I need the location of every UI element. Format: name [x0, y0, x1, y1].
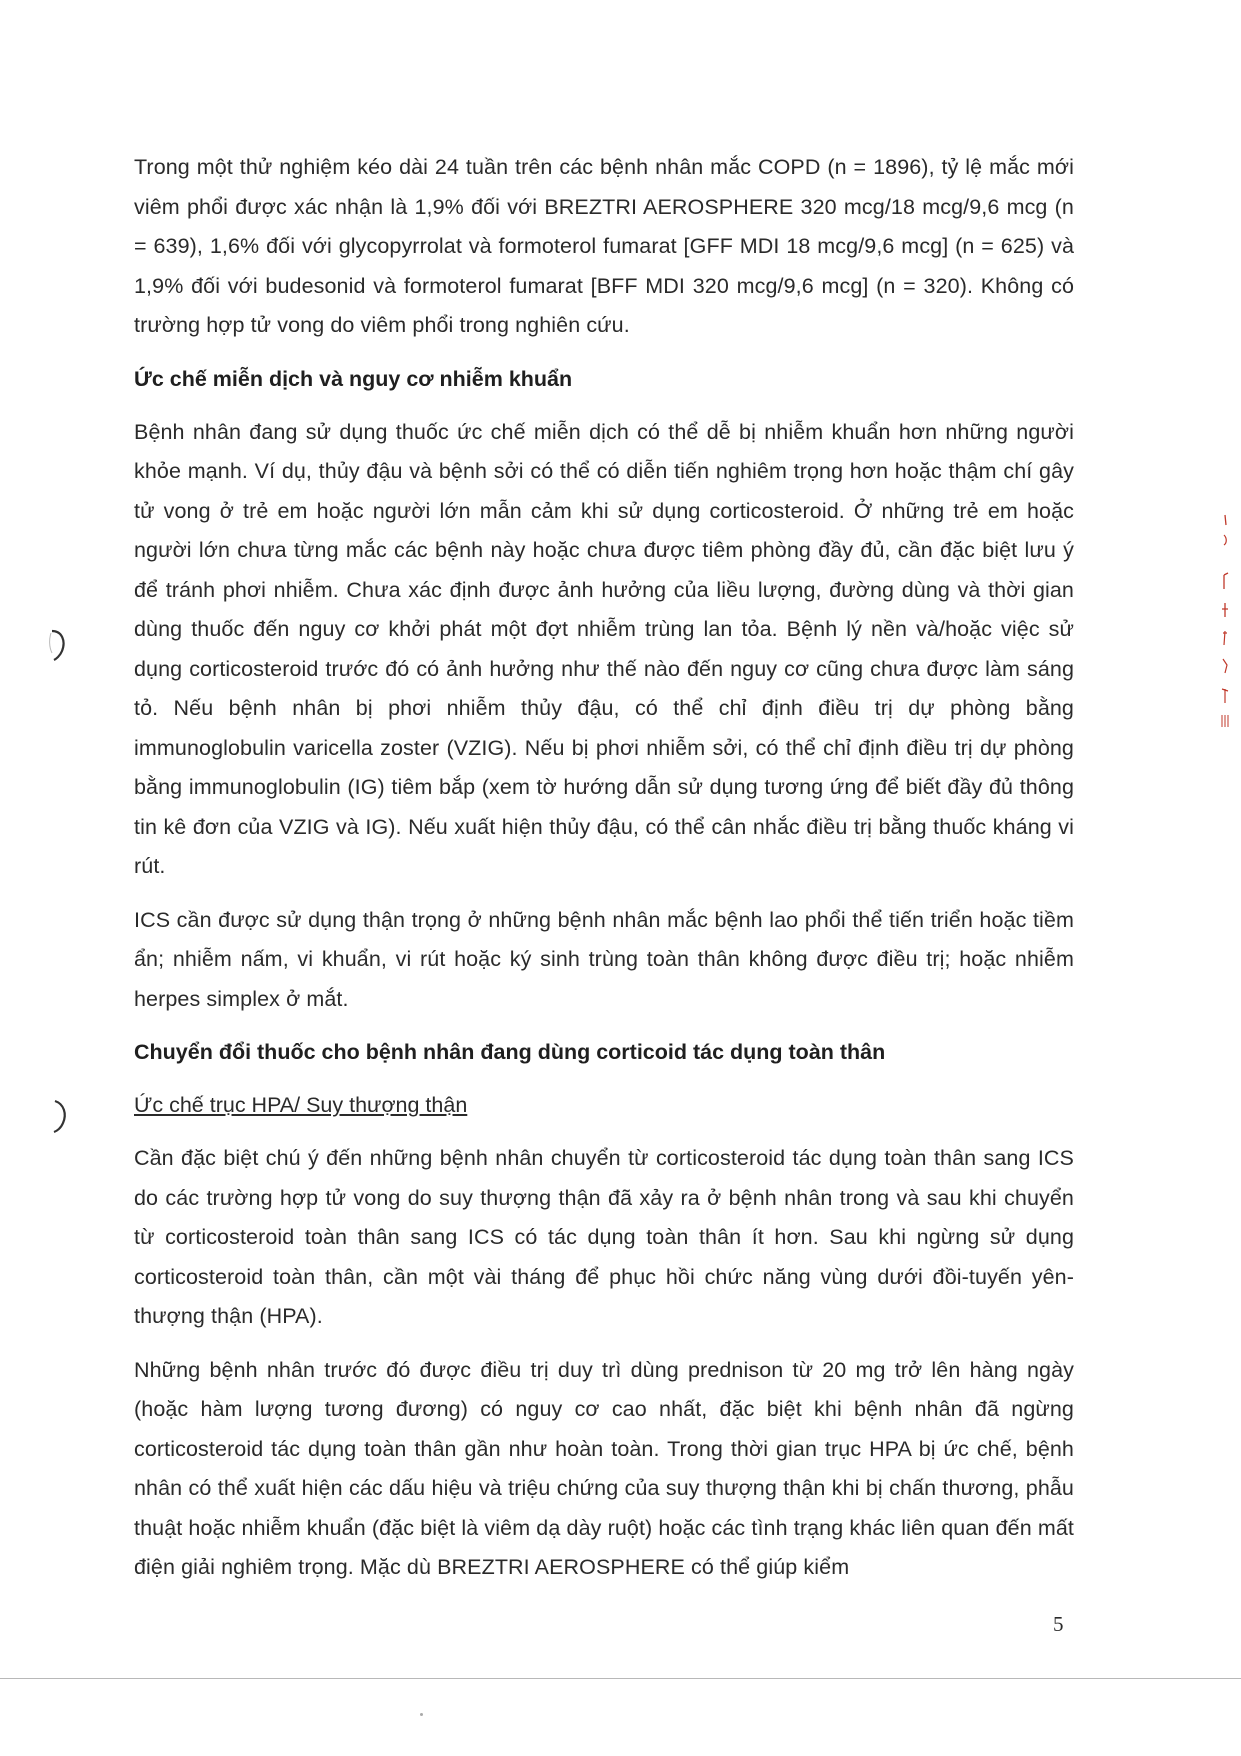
margin-annotation-icon	[1215, 505, 1235, 745]
heading-transfer-from-systemic: Chuyển đổi thuốc cho bệnh nhân đang dùng corticoid tác dụng toàn thân	[134, 1040, 886, 1064]
paragraph-prednisone-risk: Những bệnh nhân trước đó được điều trị duy trì dùng prednison từ 20 mg trở lên hàng ngày (hoặc hàm lượng tương đương) có nguy cơ cao nhất, đặc biệt khi bệnh nhân đã ngừng corticosteroid tác dụng toàn thân gần như hoàn toàn. Trong thời gian trục HPA bị ức chế, bệnh nhân có thể xuất hiện các dấu hiệu và triệu chứng của suy thượng thận khi bị chấn thương, phẫu thuật hoặc nhiễm khuẩn (đặc biệt là viêm dạ dày ruột) hoặc các tình trạng khác liên quan đến mất điện giải nghiêm trọng. Mặc dù BREZTRI AEROSPHERE có thể giúp kiểm	[134, 1357, 1074, 1579]
subheading-hpa-suppression: Ức chế trục HPA/ Suy thượng thận	[134, 1093, 468, 1117]
paragraph-ics-caution: ICS cần được sử dụng thận trọng ở những bệnh nhân mắc bệnh lao phổi thể tiến triển hoặc tiềm ẩn; nhiễm nấm, vi khuẩn, vi rút hoặc ký sinh trùng toàn thân không được điều trị; hoặc nhiễm herpes simplex ở mắt.	[134, 907, 1074, 1011]
document-body	[134, 148, 1074, 1602]
paragraph-immunosuppression: Bệnh nhân đang sử dụng thuốc ức chế miễn dịch có thể dễ bị nhiễm khuẩn hơn những người khỏe mạnh. Ví dụ, thủy đậu và bệnh sởi có thể có diễn tiến nghiêm trọng hơn hoặc thậm chí gây tử vong ở trẻ em hoặc người lớn mẫn cảm khi sử dụng corticosteroid. Ở những trẻ em hoặc người lớn chưa từng mắc các bệnh này hoặc chưa được tiêm phòng đầy đủ, cần đặc biệt lưu ý để tránh phơi nhiễm. Chưa xác định được ảnh hưởng của liều lượng, đường dùng và thời gian dùng thuốc đến nguy cơ khởi phát một đợt nhiễm trùng lan tỏa. Bệnh lý nền và/hoặc việc sử dụng corticosteroid trước đó có ảnh hưởng như thế nào đến nguy cơ cũng chưa được làm sáng tỏ. Nếu bệnh nhân bị phơi nhiễm thủy đậu, có thể chỉ định điều trị dự phòng bằng immunoglobulin varicella zoster (VZIG). Nếu bị phơi nhiễm sởi, có thể chỉ định điều trị dự phòng bằng immunoglobulin (IG) tiêm bắp (xem tờ hướng dẫn sử dụng tương ứng để biết đầy đủ thông tin kê đơn của VZIG và IG). Nếu xuất hiện thủy đậu, có thể cân nhắc điều trị bằng thuốc kháng vi rút.	[134, 419, 1074, 878]
scan-speck	[420, 1713, 423, 1716]
page-number: 5	[1053, 1612, 1064, 1636]
footer-divider	[0, 1678, 1241, 1679]
paragraph-pneumonia-trial: Trong một thử nghiệm kéo dài 24 tuần trên các bệnh nhân mắc COPD (n = 1896), tỷ lệ mắc mới viêm phổi được xác nhận là 1,9% đối với BREZTRI AEROSPHERE 320 mcg/18 mcg/9,6 mcg (n = 639), 1,6% đối với glycopyrrolat và formoterol fumarat [GFF MDI 18 mcg/9,6 mcg] (n = 625) và 1,9% đối với budesonid và formoterol fumarat [BFF MDI 320 mcg/9,6 mcg] (n = 320). Không có trường hợp tử vong do viêm phổi trong nghiên cứu.	[134, 155, 1074, 337]
binder-hole-mark-icon	[48, 625, 68, 663]
binder-hole-mark-icon	[50, 1097, 70, 1135]
heading-immunosuppression: Ức chế miễn dịch và nguy cơ nhiễm khuẩn	[134, 366, 573, 391]
paragraph-transfer-attention: Cần đặc biệt chú ý đến những bệnh nhân chuyển từ corticosteroid tác dụng toàn thân sang ICS do các trường hợp tử vong do suy thượng thận đã xảy ra ở bệnh nhân trong và sau khi chuyển từ corticosteroid toàn thân sang ICS có tác dụng toàn thân ít hơn. Sau khi ngừng sử dụng corticosteroid toàn thân, cần một vài tháng để phục hồi chức năng vùng dưới đồi-tuyến yên-thượng thận (HPA).	[134, 1146, 1074, 1328]
